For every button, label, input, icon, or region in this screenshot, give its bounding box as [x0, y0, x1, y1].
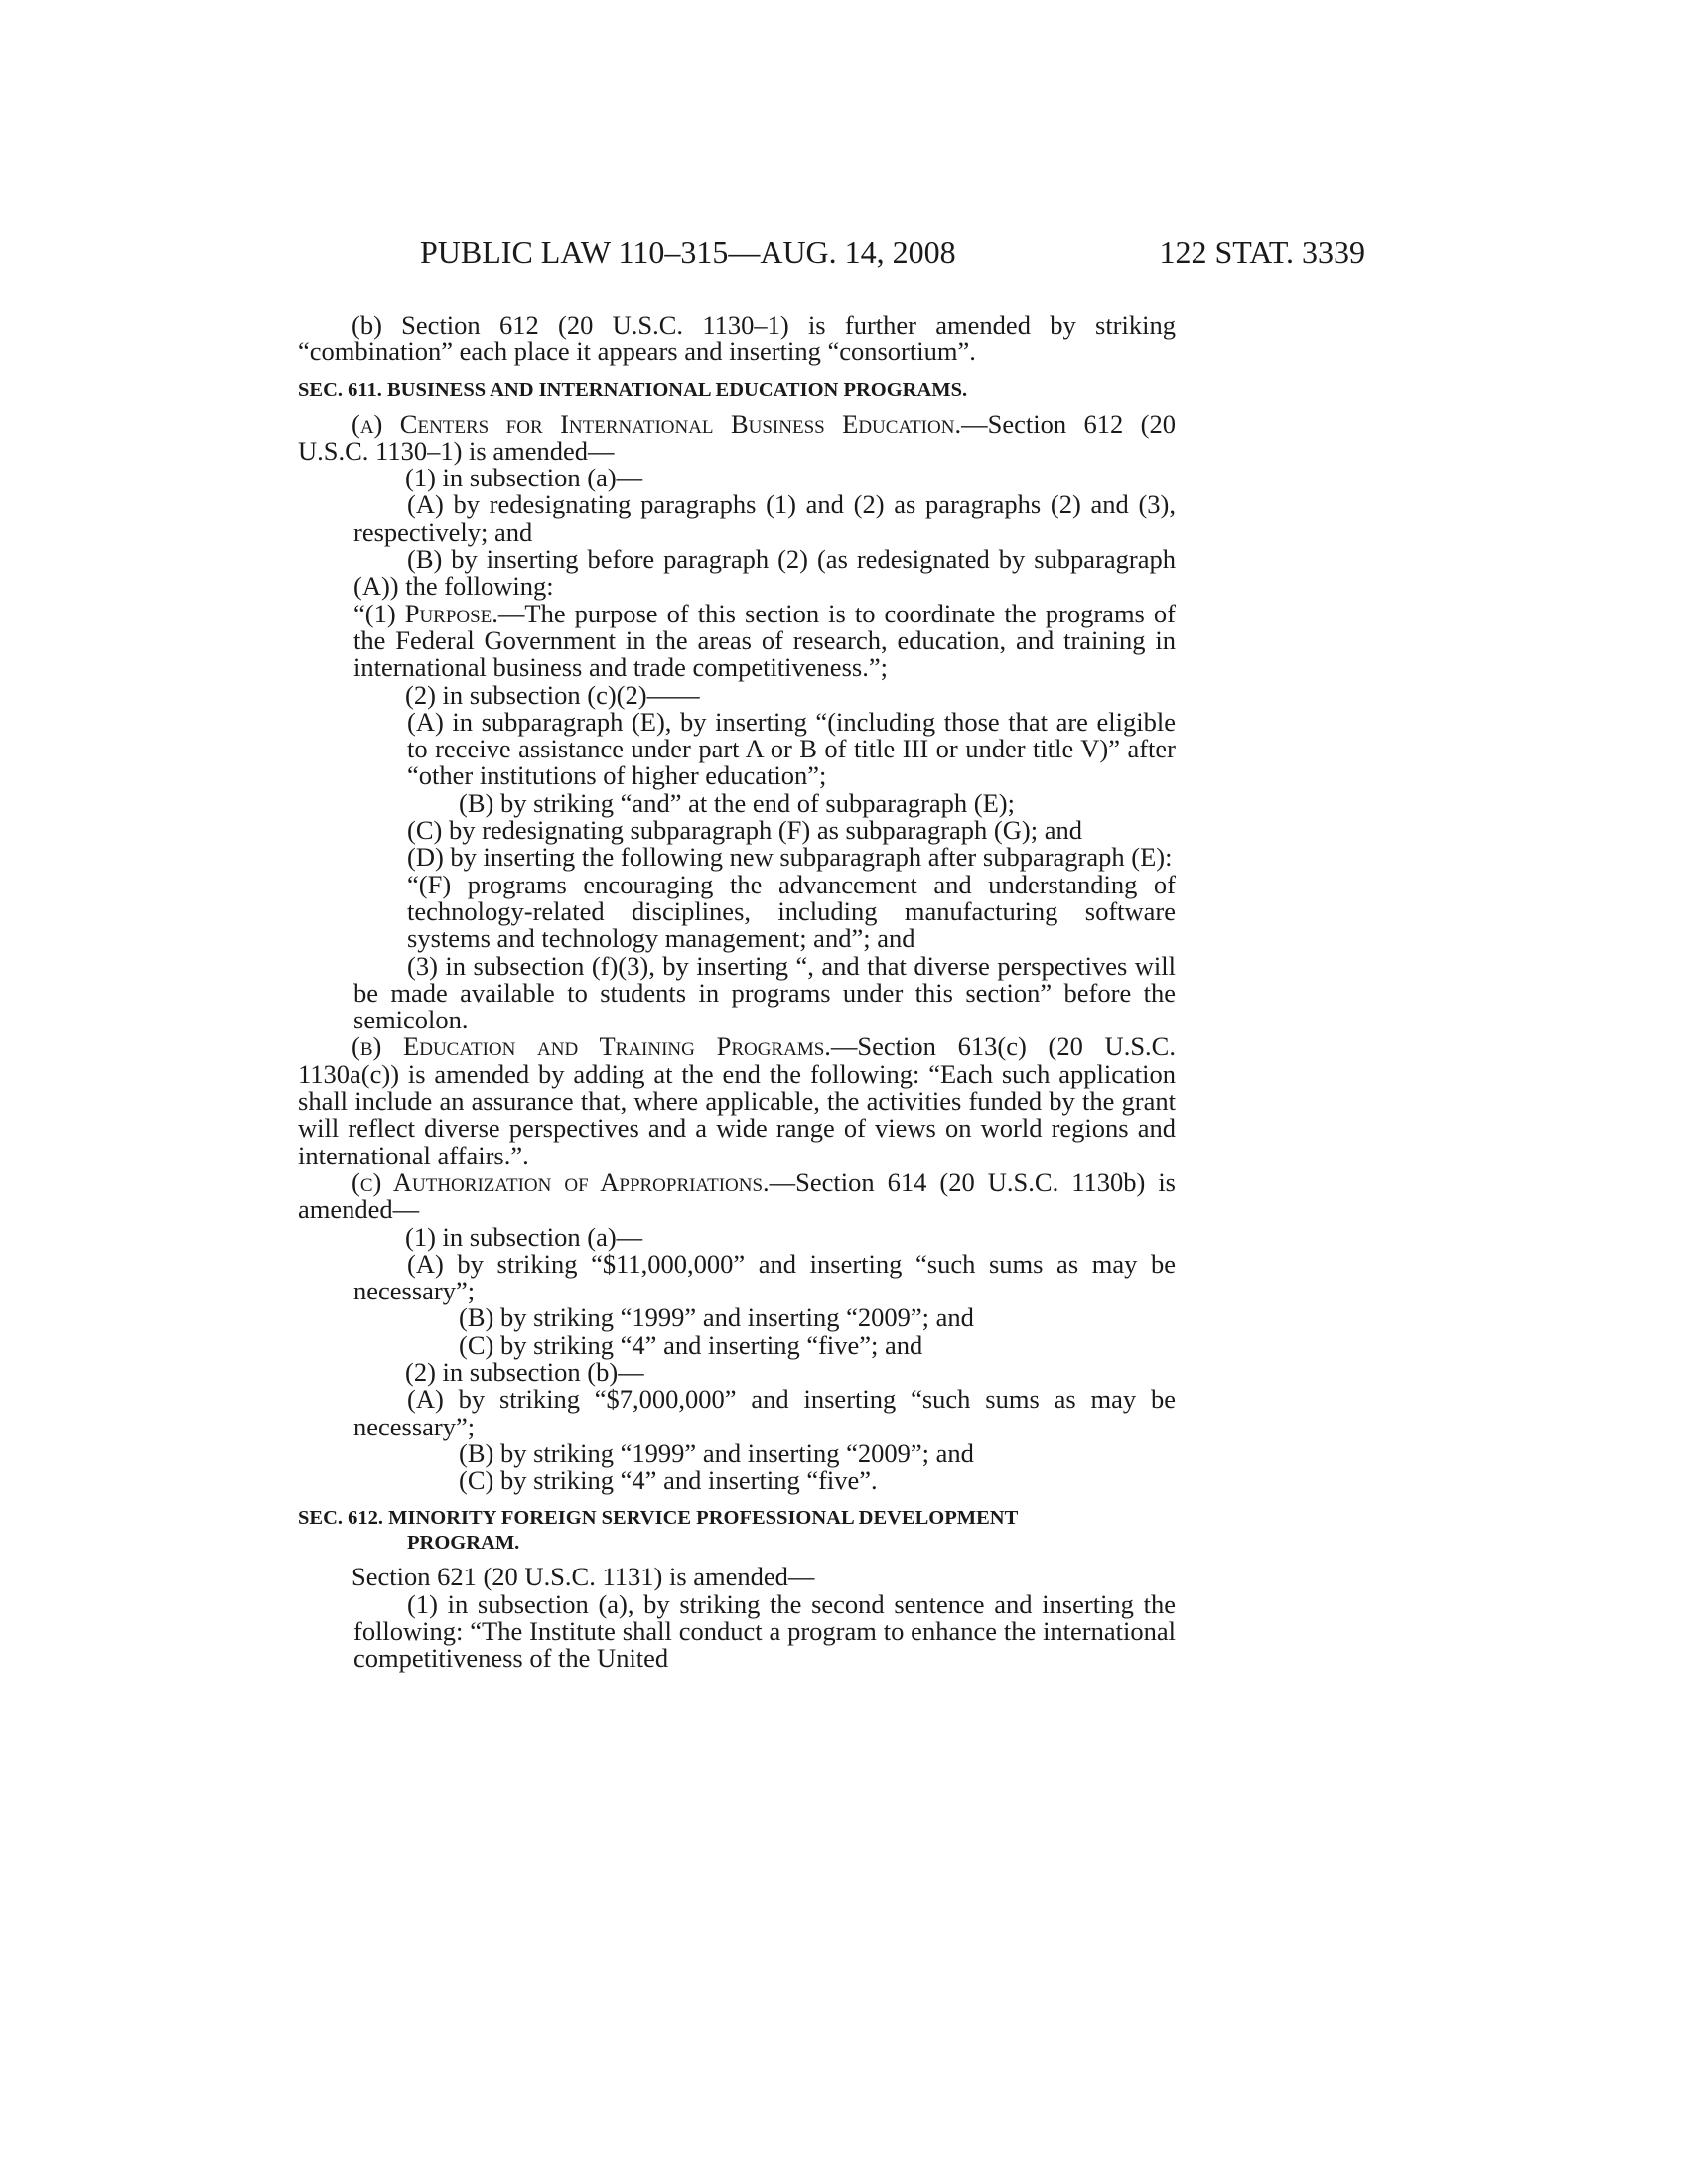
- paragraph-a2B: (B) by striking “and” at the end of subparagraph (E);: [459, 787, 1015, 818]
- quoted-subparagraph-F: “(F) programs encouraging the advancement and understanding of technology-related disciplines, including manufacturing software systems and technology management; and”; and: [407, 869, 1176, 954]
- page-number-header: 122 STAT. 3339: [1159, 234, 1365, 270]
- paragraph-c1: (1) in subsection (a)—: [405, 1221, 643, 1252]
- paragraph-a1: (1) in subsection (a)—: [405, 463, 643, 493]
- subsection-a-text: —Section 612 (20 U.S.C. 1130–1) is amended—: [298, 408, 1176, 466]
- paragraph-a2D: (D) by inserting the following new subparagraph after subparagraph (E):: [407, 842, 1173, 873]
- running-header-left: PUBLIC LAW 110–315—AUG. 14, 2008: [420, 234, 956, 270]
- paragraph-c2A: (A) by striking “$7,000,000” and inserting “such sums as may be necessary”;: [353, 1384, 1176, 1441]
- document-body: [298, 312, 1176, 1673]
- subsection-b-heading: (b) Education and Training Programs.: [352, 1031, 831, 1062]
- subsection-b: [298, 1033, 1176, 1168]
- subsection-a-heading: (a) Centers for International Business Education.: [352, 408, 962, 439]
- subsection-a: [298, 408, 1176, 466]
- paragraph-c1B: (B) by striking “1999” and inserting “2009”; and: [459, 1302, 974, 1333]
- sec-612-heading-line1: SEC. 612. MINORITY FOREIGN SERVICE PROFESSIONAL DEVELOPMENT: [298, 1507, 1019, 1530]
- paragraph-a3: (3) in subsection (f)(3), by inserting “, and that diverse perspectives will be made available to students in programs under this section” before the semicolon.: [353, 950, 1176, 1035]
- quoted-purpose-lead: “(1) Purpose.: [353, 598, 498, 628]
- sec-612-heading-line2: PROGRAM.: [407, 1532, 520, 1555]
- paragraph-c2C: (C) by striking “4” and inserting “five”.: [459, 1465, 878, 1496]
- sec-612-paragraph-1: (1) in subsection (a), by striking the second sentence and inserting the following: “The Institute shall conduct a program to enhance the international competitiveness of the United: [353, 1588, 1176, 1674]
- subsection-c-heading: (c) Authorization of Appropriations.: [352, 1166, 770, 1197]
- sec-611-heading: SEC. 611. BUSINESS AND INTERNATIONAL EDUCATION PROGRAMS.: [298, 378, 968, 401]
- paragraph-c2B: (B) by striking “1999” and inserting “2009”; and: [459, 1437, 974, 1468]
- paragraph-a2A: (A) in subparagraph (E), by inserting “(including those that are eligible to receive assistance under part A or B of title III or under title V)” after “other institutions of higher education”;: [407, 706, 1176, 791]
- paragraph-a2C: (C) by redesignating subparagraph (F) as subparagraph (G); and: [407, 815, 1082, 846]
- paragraph-b-intro: (b) Section 612 (20 U.S.C. 1130–1) is further amended by striking “combination” each place it appears and inserting “consortium”.: [298, 310, 1176, 367]
- paragraph-a1B: (B) by inserting before paragraph (2) (as redesignated by subparagraph (A)) the following:: [353, 544, 1176, 602]
- quoted-purpose: [298, 598, 1176, 683]
- sec-612-heading: [298, 1506, 1176, 1556]
- subsection-c-text: —Section 614 (20 U.S.C. 1130b) is amended—: [298, 1166, 1176, 1225]
- paragraph-c1A: (A) by striking “$11,000,000” and inserting “such sums as may be necessary”;: [353, 1248, 1176, 1306]
- quoted-purpose-text: —The purpose of this section is to coordinate the programs of the Federal Government in the areas of research, education, and training in international business and trade competitiveness.”;: [353, 598, 1176, 683]
- subsection-c: [298, 1166, 1176, 1225]
- sec-612-intro: Section 621 (20 U.S.C. 1131) is amended—: [352, 1562, 815, 1592]
- subsection-b-text: —Section 613(c) (20 U.S.C. 1130a(c)) is amended by adding at the end the following: “Each such application shall include an assurance that, where applicable, the activities funded by the grant will reflect diverse perspectives and a wide range of views on world regions and international affairs.”.: [298, 1031, 1176, 1170]
- paragraph-c1C: (C) by striking “4” and inserting “five”; and: [459, 1329, 923, 1360]
- paragraph-a1A: (A) by redesignating paragraphs (1) and (2) as paragraphs (2) and (3), respectively; and: [353, 489, 1176, 547]
- paragraph-c2: (2) in subsection (b)—: [405, 1356, 644, 1387]
- paragraph-a2: (2) in subsection (c)(2)——: [405, 679, 700, 710]
